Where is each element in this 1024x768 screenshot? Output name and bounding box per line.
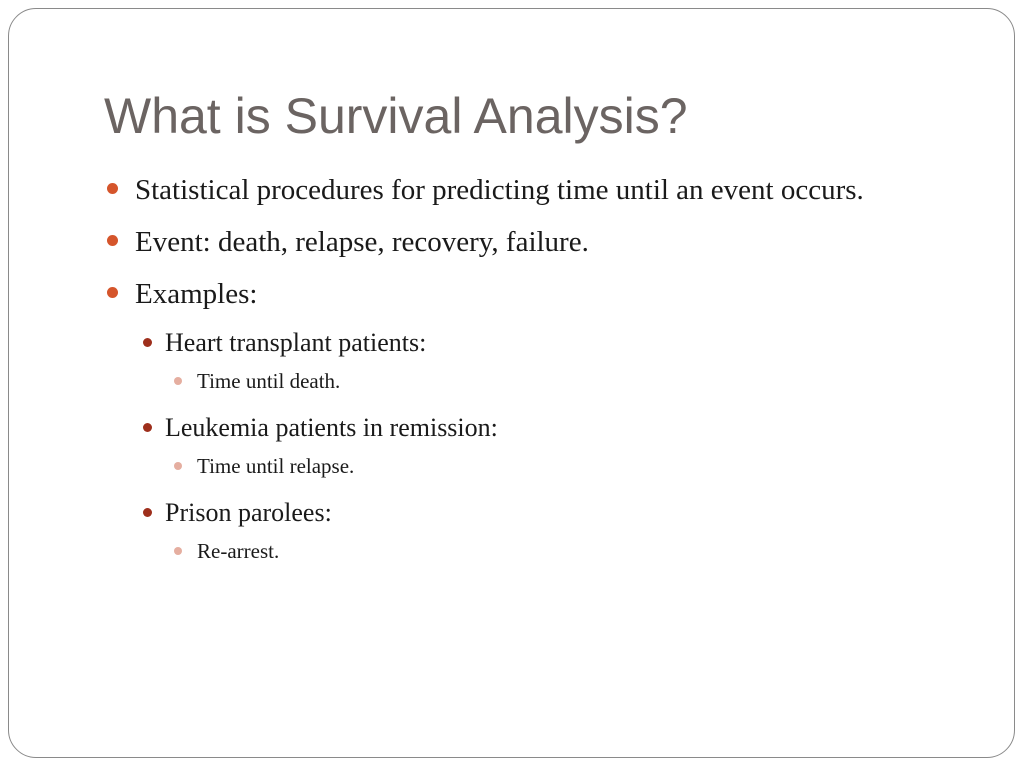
bullet-dot-icon xyxy=(143,423,152,432)
bullet-text: Heart transplant patients: xyxy=(165,328,427,357)
bullet-text: Examples: xyxy=(135,278,258,310)
bullet-item-level2 xyxy=(104,494,904,532)
slide-title: What is Survival Analysis? xyxy=(104,88,688,144)
bullet-dot-icon xyxy=(143,508,152,517)
bullet-item-level3 xyxy=(104,450,904,482)
bullet-text: Statistical procedures for predicting time until an event occurs. xyxy=(135,174,864,206)
bullet-dot-icon xyxy=(174,462,182,470)
bullet-text: Prison parolees: xyxy=(165,498,332,527)
bullet-dot-icon xyxy=(107,183,118,194)
bullet-item-level2 xyxy=(104,409,904,447)
bullet-text: Re-arrest. xyxy=(197,539,280,563)
bullet-dot-icon xyxy=(174,377,182,385)
bullet-text: Time until relapse. xyxy=(197,454,355,478)
bullet-dot-icon xyxy=(107,235,118,246)
bullet-item-level3 xyxy=(104,365,904,397)
bullet-text: Time until death. xyxy=(197,369,341,393)
bullet-item-level2 xyxy=(104,324,904,362)
bullet-dot-icon xyxy=(143,338,152,347)
bullet-item-level3 xyxy=(104,535,904,567)
bullet-item-level1 xyxy=(104,220,904,265)
slide-body xyxy=(104,168,904,579)
bullet-dot-icon xyxy=(107,287,118,298)
bullet-item-level1 xyxy=(104,168,904,213)
bullet-text: Leukemia patients in remission: xyxy=(165,413,498,442)
bullet-item-level1 xyxy=(104,272,904,317)
bullet-dot-icon xyxy=(174,547,182,555)
bullet-text: Event: death, relapse, recovery, failure. xyxy=(135,226,589,258)
